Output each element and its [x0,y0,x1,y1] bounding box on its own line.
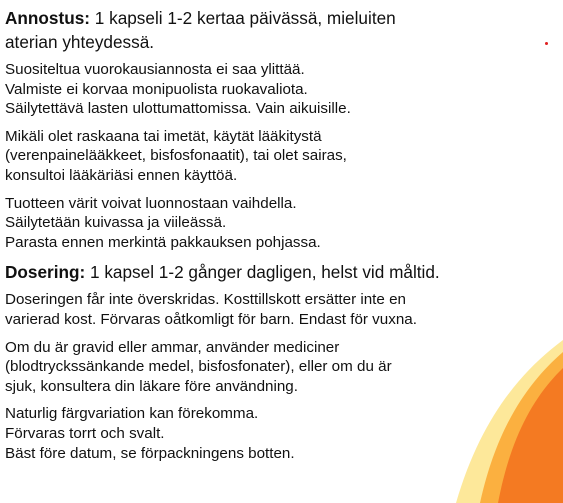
swedish-dosage-heading [5,260,525,284]
label-text-panel [5,6,525,471]
text-line: varierad kost. Förvaras oåtkomligt för barn. Endast för vuxna. [5,310,417,328]
text-line: Förvaras torrt och svalt. [5,424,165,442]
text-line: Parasta ennen merkintä pakkauksen pohjassa. [5,233,321,251]
finnish-pregnancy-paragraph [5,127,525,186]
text-line: Mikäli olet raskaana tai imetät, käytät lääkitystä [5,127,322,145]
text-line: Om du är gravid eller ammar, använder mediciner [5,338,340,356]
text-line: Tuotteen värit voivat luonnostaan vaihdella. [5,194,297,212]
finnish-warnings-paragraph [5,60,525,119]
text-line: Valmiste ei korvaa monipuolista ruokavaliota. [5,80,308,98]
text-line: Bäst före datum, se förpackningens botten. [5,444,295,462]
swedish-dosage-text-line: 1 kapsel 1-2 gånger dagligen, helst vid måltid. [90,262,440,283]
finnish-dosage-label: Annostus: [5,8,90,28]
swedish-storage-paragraph [5,404,525,463]
text-line: Suositeltua vuorokausiannosta ei saa ylittää. [5,61,305,78]
swedish-warnings-paragraph [5,290,525,329]
text-line: sjuk, konsultera din läkare före användning. [5,377,298,395]
swedish-dosage-label: Dosering: [5,262,86,283]
text-line: Säilytetään kuivassa ja viileässä. [5,214,227,232]
finnish-section [5,6,525,252]
red-dot-mark [545,42,548,45]
swedish-section [5,260,525,463]
finnish-dosage-text-line: 1 kapseli 1-2 kertaa päivässä, mieluiten [94,8,396,28]
text-line: (blodtryckssänkande medel, bisfosfonater), eller om du är [5,358,392,376]
text-line: Naturlig färgvariation kan förekomma. [5,405,259,423]
text-line: Doseringen får inte överskridas. Kosttillskott ersätter inte en [5,291,406,309]
text-line: Säilytettävä lasten ulottumattomissa. Vain aikuisille. [5,100,351,118]
finnish-storage-paragraph [5,194,525,253]
finnish-dosage-text-line: aterian yhteydessä. [5,32,155,52]
finnish-dosage-heading [5,6,525,54]
swedish-pregnancy-paragraph [5,338,525,397]
text-line: (verenpainelääkkeet, bisfosfonaatit), tai olet sairas, [5,147,347,165]
text-line: konsultoi lääkäriäsi ennen käyttöä. [5,166,238,184]
